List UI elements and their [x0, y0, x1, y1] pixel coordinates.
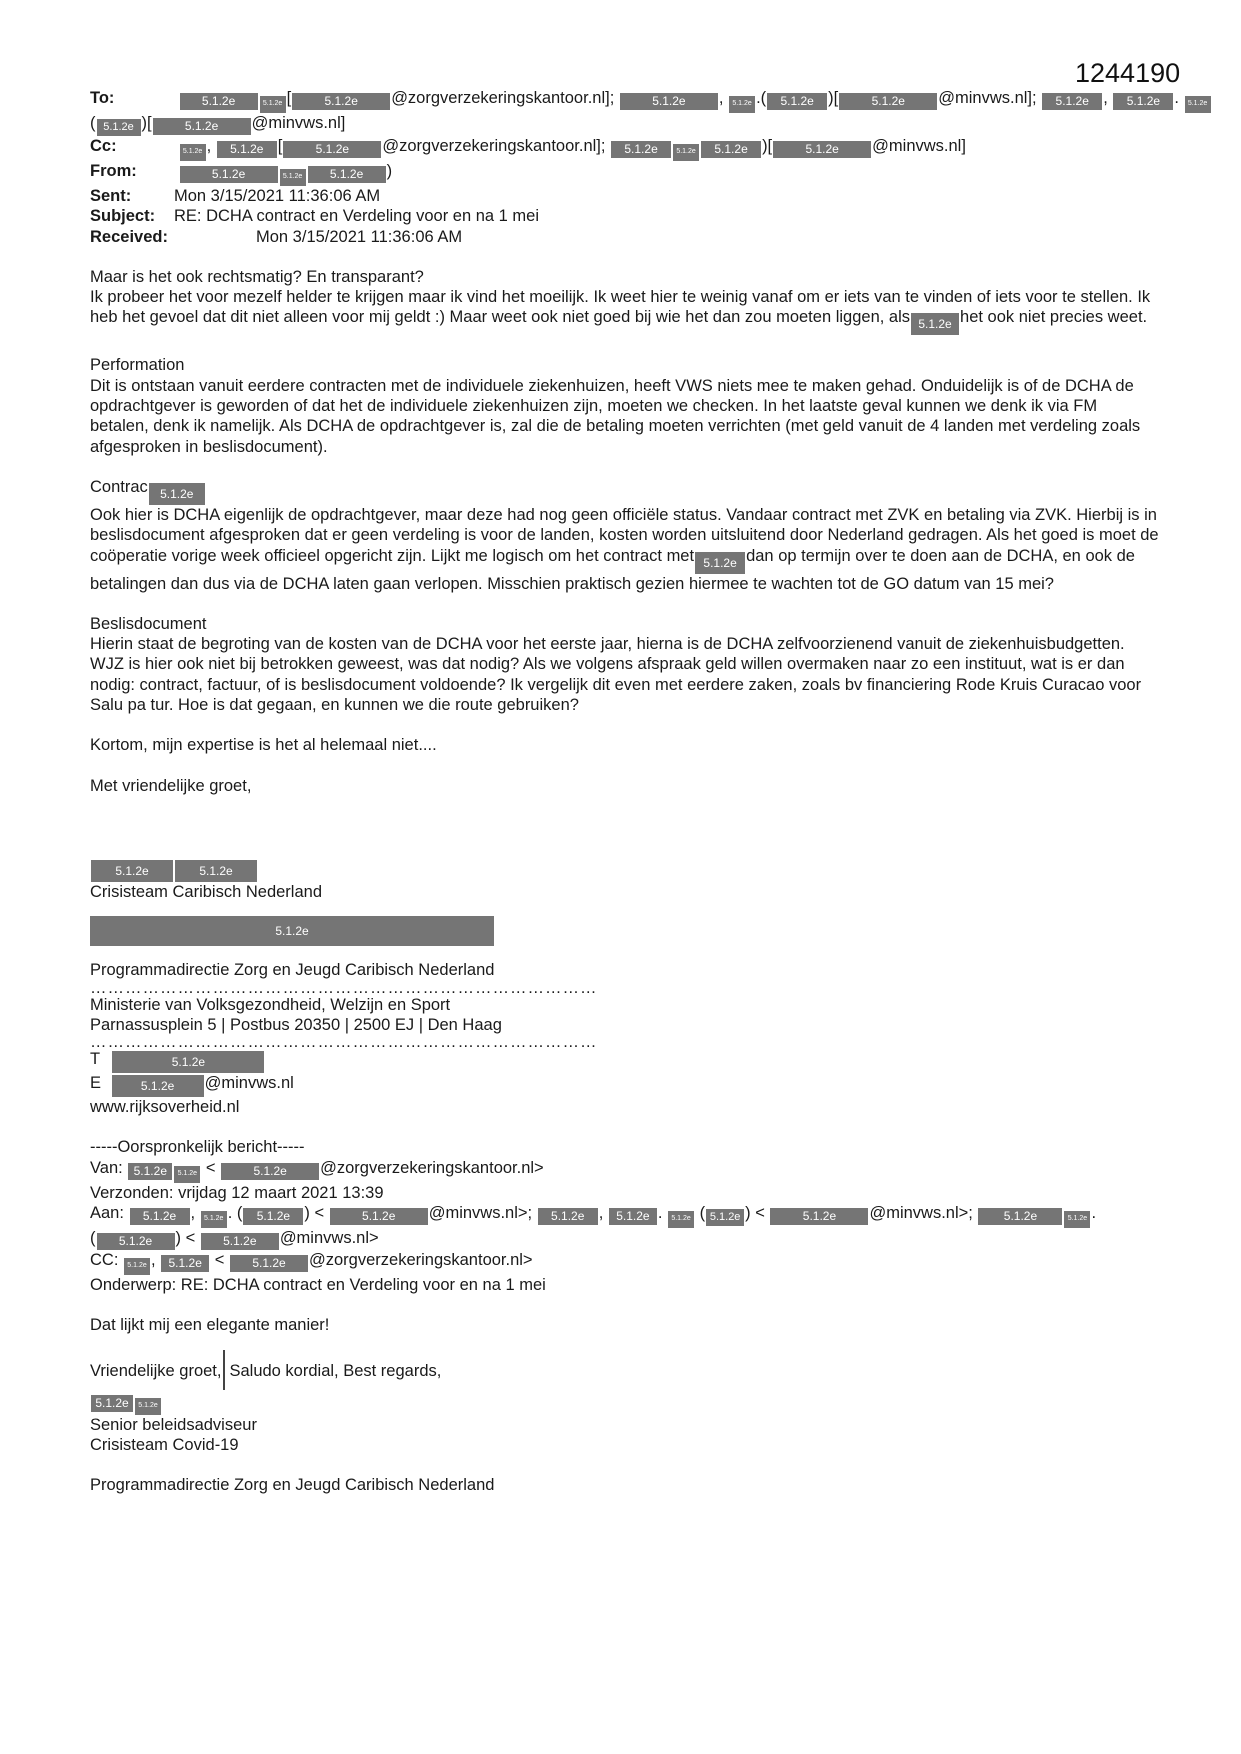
redaction-block: 5.1.2e — [330, 1208, 428, 1225]
sent-value: Mon 3/15/2021 11:36:06 AM — [174, 187, 381, 205]
redaction-block: 5.1.2e — [1064, 1211, 1090, 1228]
email-label: E — [90, 1074, 102, 1093]
signature-email — [90, 1073, 1160, 1097]
text-cursor-line — [223, 1350, 225, 1390]
received-line — [90, 227, 1160, 247]
original-greeting — [90, 1350, 1160, 1380]
redaction-block: 5.1.2e — [1113, 93, 1173, 110]
to-label: To: — [90, 89, 115, 107]
redaction-block: 5.1.2e — [161, 1255, 209, 1272]
redaction-block: 5.1.2e — [283, 141, 381, 158]
redaction-block: 5.1.2e — [611, 141, 671, 158]
aan-email-1: @minvws.nl>; — [428, 1204, 533, 1223]
redaction-block: 5.1.2e — [221, 1163, 319, 1180]
redaction-block: 5.1.2e — [201, 1211, 227, 1228]
van-email: @zorgverzekeringskantoor.nl> — [320, 1158, 544, 1177]
performation-text: Dit is ontstaan vanuit eerdere contracten met de individuele ziekenhuizen, heeft VWS niets mee te maken gehad. Onduidelijk is of de DCHA de opdrachtgever is geworden of dat het de individuele ziekenhuizen zijn, moeten we checken. In het laatste geval kunnen we denk ik via FM betalen, denk ik namelijk. Als DCHA de opdrachtgever is, zal die de betaling moeten verrichten (met geld vanuit de 4 landen met verdeling zoals afgesproken in beslisdocument). — [90, 376, 1141, 456]
signature-address: Parnassusplein 5 | Postbus 20350 | 2500 EJ | Den Haag — [90, 1015, 502, 1034]
aan-email-3: @minvws.nl> — [279, 1229, 379, 1248]
original-team: Crisisteam Covid-19 — [90, 1435, 239, 1454]
original-cc-email: @zorgverzekeringskantoor.nl> — [309, 1251, 533, 1270]
signature-team: Crisisteam Caribisch Nederland — [90, 882, 322, 901]
body-text: het ook niet precies weet. — [960, 308, 1148, 327]
redaction-block: 5.1.2e — [112, 1051, 264, 1073]
redaction-block: 5.1.2e — [839, 93, 937, 110]
received-value: Mon 3/15/2021 11:36:06 AM — [256, 227, 463, 246]
redaction-block: 5.1.2e — [773, 141, 871, 158]
from-line: From: 5.1.2e 5.1.2e 5.1.2e ) — [90, 161, 1160, 186]
redaction-block: 5.1.2e — [729, 96, 755, 113]
beslisdocument-heading: Beslisdocument — [90, 614, 207, 633]
greeting-multilingual: Saludo kordial, Best regards, — [229, 1361, 442, 1380]
document-number: 1244190 — [1075, 58, 1181, 88]
signature-ministry: Ministerie van Volksgezondheid, Welzijn en Sport — [90, 995, 451, 1014]
from-label: From: — [90, 162, 137, 180]
redaction-block: 5.1.2e — [217, 141, 277, 158]
redaction-block: 5.1.2e — [280, 169, 306, 186]
redaction-block: 5.1.2e — [1042, 93, 1102, 110]
redaction-block: 5.1.2e — [260, 96, 286, 113]
sent-label: Sent: — [90, 187, 132, 205]
aan-email-2: @minvws.nl>; — [869, 1204, 973, 1223]
signature-divider: …………………………………………………………………………… — [90, 978, 598, 997]
redaction-block: 5.1.2e — [243, 1208, 303, 1225]
closing-line: Met vriendelijke groet, — [90, 776, 252, 795]
subject-line — [90, 206, 1160, 226]
redaction-block: 5.1.2e — [230, 1255, 308, 1272]
signature-website: www.rijksoverheid.nl — [90, 1098, 240, 1117]
signature-name-redacted — [90, 860, 1160, 882]
original-onderwerp: Onderwerp: RE: DCHA contract en Verdeling voor en na 1 mei — [90, 1276, 546, 1295]
redaction-block: 5.1.2e — [609, 1208, 657, 1225]
original-aan-line: Aan: 5.1.2e , 5.1.2e . ( 5.1.2e ) < 5.1.2e @minvws.nl>; 5.1.2e , 5.1.2e . 5.1.2e ( 5.1.2e ) < 5.1.2e @minvws.nl>; 5.1.2e 5.1.2e . — [90, 1203, 1160, 1228]
cc-line: Cc: 5.1.2e , 5.1.2e [ 5.1.2e @zorgverzekeringskantoor.nl]; 5.1.2e 5.1.2e 5.1.2e )[ 5.1.2e @minvws.nl] — [90, 136, 1160, 161]
redaction-block: 5.1.2e — [135, 1398, 161, 1415]
to-email-2: @minvws.nl]; — [938, 89, 1037, 107]
to-line: To: 5.1.2e 5.1.2e [ 5.1.2e @zorgverzekeringskantoor.nl]; 5.1.2e , 5.1.2e .( 5.1.2e )[ 5.1.2e @minvws.nl]; 5.1.2e , 5.1.2e . 5.1.2e — [90, 88, 1160, 113]
redaction-block: 5.1.2e — [175, 860, 257, 882]
to-line-continued: ( 5.1.2e )[ 5.1.2e @minvws.nl] — [90, 113, 1160, 136]
body-paragraph-1 — [90, 287, 1160, 335]
redaction-block: 5.1.2e — [292, 93, 390, 110]
signature-phone — [90, 1049, 1160, 1073]
original-cc-line: CC: 5.1.2e , 5.1.2e < 5.1.2e @zorgverzekeringskantoor.nl> — [90, 1250, 1160, 1275]
redaction-block: 5.1.2e — [90, 916, 494, 946]
subject-value: RE: DCHA contract en Verdeling voor en na 1 mei — [174, 207, 540, 226]
redaction-block: 5.1.2e — [673, 144, 699, 161]
subject-label: Subject: — [90, 207, 156, 226]
redaction-block: 5.1.2e — [130, 1208, 190, 1225]
original-line-1: Dat lijkt mij een elegante manier! — [90, 1316, 330, 1335]
redaction-block: 5.1.2e — [668, 1211, 694, 1228]
redaction-block: 5.1.2e — [911, 313, 959, 335]
redaction-block: 5.1.2e — [701, 141, 761, 158]
original-van-line: Van: 5.1.2e 5.1.2e < 5.1.2e @zorgverzekeringskantoor.nl> — [90, 1158, 1160, 1183]
redaction-block: 5.1.2e — [180, 166, 278, 183]
cc-label: Cc: — [90, 137, 117, 155]
redaction-block: 5.1.2e — [97, 119, 141, 136]
redaction-block: 5.1.2e — [201, 1233, 279, 1250]
received-label: Received: — [90, 227, 168, 246]
body-line-question: Maar is het ook rechtsmatig? En transparant? — [90, 267, 424, 286]
redaction-block: 5.1.2e — [770, 1208, 868, 1225]
original-role: Senior beleidsadviseur — [90, 1415, 257, 1434]
redaction-block: 5.1.2e — [767, 93, 827, 110]
signature-divider: …………………………………………………………………………… — [90, 1033, 598, 1052]
email-content — [90, 88, 1208, 1496]
cc-email-2: @minvws.nl] — [872, 137, 966, 155]
redaction-block: 5.1.2e — [308, 166, 386, 183]
redaction-block: 5.1.2e — [112, 1075, 204, 1097]
body-text: Ik probeer het voor mezelf helder te krijgen maar ik vind het moeilijk. Ik weet hier te weinig vanaf om er iets van te vinden of iets voor te stellen. Ik heb het gevoel dat dit niet alleen voor mij geldt :) Maar weet ook niet goed bij wie het dan zou moeten liggen, als — [90, 288, 1151, 327]
redaction-block: 5.1.2e — [180, 144, 206, 161]
to-email-3: @minvws.nl] — [251, 114, 346, 132]
redaction-block: 5.1.2e — [180, 93, 258, 110]
redaction-block: 5.1.2e — [153, 118, 251, 135]
beslisdocument-text: Hierin staat de begroting van de kosten van de DCHA voor het eerste jaar, hierna is de DCHA zelfvoorzienend vanuit de ziekenhuisbudgetten. WJZ is hier ook niet bij betrokken geweest, was dat nodig? Als we volgens afspraak geld willen overmaken naar zo een instituut, wat is er dan nodig: contract, factuur, of is beslisdocument voldoende? Ik vergelijk dit even met eerdere zaken, zoals bv financiering Rode Kruis Curacao voor Salu pa tur. Hoe is dat gegaan, en kunnen we die route gebruiken? — [90, 635, 1142, 715]
redaction-block: 5.1.2e — [124, 1258, 150, 1275]
contract-heading: Contrac — [90, 477, 148, 496]
aan-label: Aan: — [90, 1204, 124, 1223]
greeting-dutch: Vriendelijke groet, — [90, 1361, 222, 1380]
redaction-block: 5.1.2e — [538, 1208, 598, 1225]
original-aan-line-continued: ( 5.1.2e ) < 5.1.2e @minvws.nl> — [90, 1229, 379, 1249]
van-label: Van: — [90, 1158, 123, 1177]
original-cc-label: CC: — [90, 1251, 119, 1270]
cc-email-1: @zorgverzekeringskantoor.nl]; — [382, 137, 606, 155]
contract-text: Ook hier is DCHA eigenlijk de opdrachtgever, maar deze had nog geen officiële status. Vandaar contract met ZVK en betaling via ZVK. Hierbij is in beslisdocument afgesproken dat er geen verdeling is voor de landen, kosten worden uitsluitend door Nederland gedragen. Als het goed is moet de coöperatie vorige week officieel opgericht zijn. Lijkt me logisch om het contract met — [90, 505, 1159, 565]
redaction-block: 5.1.2e — [149, 483, 205, 505]
redaction-block: 5.1.2e — [978, 1208, 1062, 1225]
original-heading: -----Oorspronkelijk bericht----- — [90, 1138, 305, 1157]
kortom-line: Kortom, mijn expertise is het al helemaal niet.... — [90, 736, 437, 755]
original-signature-name-redacted — [90, 1390, 1160, 1415]
redaction-block: 5.1.2e — [706, 1209, 744, 1226]
phone-label: T — [90, 1050, 100, 1069]
redaction-block: 5.1.2e — [128, 1163, 172, 1180]
redaction-block: 5.1.2e — [174, 1166, 200, 1183]
performation-heading: Performation — [90, 356, 185, 375]
redaction-block: 5.1.2e — [91, 1395, 133, 1412]
redaction-block: 5.1.2e — [620, 93, 718, 110]
redaction-block: 5.1.2e — [97, 1233, 175, 1250]
contract-paragraph — [90, 477, 1160, 594]
redaction-block: 5.1.2e — [695, 552, 745, 574]
contract-text: dan op termijn over te doen aan de DCHA, en ook de betalingen dan dus via de DCHA laten gaan verlopen. Misschien praktisch gezien hiermee te wachten tot de GO datum van 15 mei? — [90, 546, 1135, 593]
email-domain: @minvws.nl — [204, 1074, 294, 1093]
signature-programma: Programmadirectie Zorg en Jeugd Caribisch Nederland — [90, 961, 495, 980]
redaction-block: 5.1.2e — [1185, 96, 1211, 113]
original-verzonden: Verzonden: vrijdag 12 maart 2021 13:39 — [90, 1183, 384, 1202]
sent-line — [90, 186, 1160, 206]
original-programma: Programmadirectie Zorg en Jeugd Caribisch Nederland — [90, 1476, 495, 1495]
to-email-1: @zorgverzekeringskantoor.nl]; — [391, 89, 615, 107]
redaction-block: 5.1.2e — [91, 860, 173, 882]
